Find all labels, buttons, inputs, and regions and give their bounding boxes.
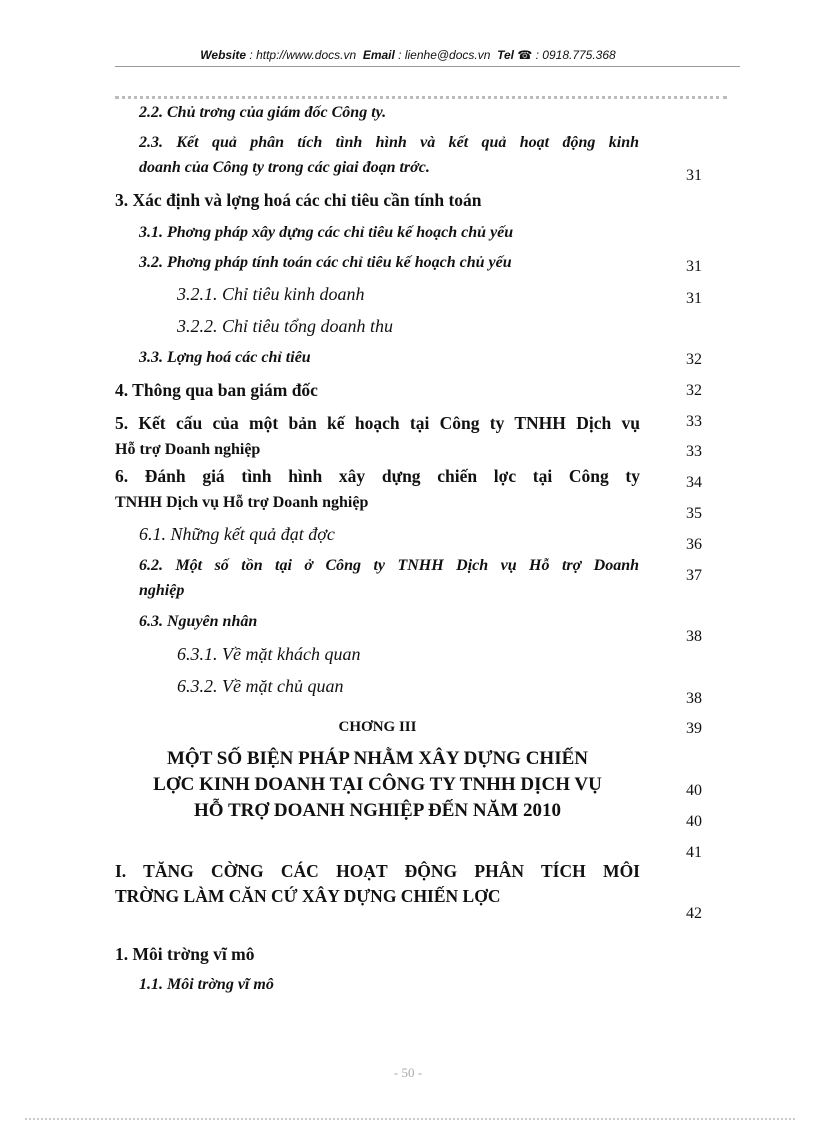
page-number: 33 <box>686 413 702 430</box>
toc-entry: TNHH Dịch vụ Hỗ trợ Doanh nghiệp <box>115 494 369 511</box>
toc-entry: 6.3.2. Về mặt chủ quan <box>177 676 344 696</box>
section-heading: TRỜNG LÀM CĂN CỨ XÂY DỰNG CHIẾN LỢC <box>115 886 501 906</box>
chapter-title-line: MỘT SỐ BIỆN PHÁP NHẰM XÂY DỰNG CHIẾN <box>166 748 588 769</box>
dotted-divider <box>115 96 727 99</box>
page-number: 38 <box>686 628 702 645</box>
page-number: 40 <box>686 782 702 799</box>
page-header <box>0 48 816 62</box>
toc-entry: 6.3.1. Về mặt khách quan <box>177 644 361 664</box>
email-label: Email <box>362 48 395 62</box>
chapter-label: CHƠNG III <box>338 719 417 735</box>
page-number: 34 <box>686 474 702 491</box>
header-rule <box>115 66 740 67</box>
toc-entry: 3.2.1. Chỉ tiêu kinh doanh <box>177 284 365 304</box>
toc-entry: doanh của Công ty trong các giai đoạn trớc. <box>139 159 430 176</box>
phone-icon: ☎ <box>517 48 533 62</box>
toc-entry: 3. Xác định và lợng hoá các chỉ tiêu cần tính toán <box>115 190 482 210</box>
page-number: 31 <box>686 258 702 275</box>
page-number: 39 <box>686 720 702 737</box>
toc-entry: 1. Môi trờng vĩ mô <box>115 944 255 964</box>
toc-entry: 6.2. Một số tồn tại ở Công ty TNHH Dịch vụ Hỗ trợ Doanh <box>139 557 639 574</box>
toc-entry: 6. Đánh giá tình hình xây dựng chiến lợc tại Công ty <box>115 466 640 486</box>
toc-entry: 3.2. Phơng pháp tính toán các chỉ tiêu kế hoạch chủ yếu <box>139 254 512 271</box>
tel-value: : 0918.775.368 <box>535 48 616 62</box>
page-number: 32 <box>686 382 702 399</box>
chapter-title-line: HỖ TRỢ DOANH NGHIỆP ĐẾN NĂM 2010 <box>193 800 561 821</box>
toc-entry: 5. Kết cấu của một bản kế hoạch tại Công ty TNHH Dịch vụ <box>115 413 640 433</box>
email-value: : lienhe@docs.vn <box>398 48 491 62</box>
toc-entry: 2.2. Chủ trơng của giám đốc Công ty. <box>139 104 387 121</box>
page-number: 35 <box>686 505 702 522</box>
page-number: 33 <box>686 443 702 460</box>
section-heading: I. TĂNG CỜNG CÁC HOẠT ĐỘNG PHÂN TÍCH MÔI <box>115 861 640 881</box>
toc-entry: Hỗ trợ Doanh nghiệp <box>115 441 261 458</box>
page-number: 31 <box>686 167 702 184</box>
page-number: 41 <box>686 844 702 861</box>
toc-entry: 3.1. Phơng pháp xây dựng các chỉ tiêu kế hoạch chủ yếu <box>139 224 514 241</box>
toc-entry: nghiệp <box>139 582 185 599</box>
bottom-dotted-rule <box>25 1118 795 1120</box>
page-footer-number: - 50 - <box>393 1065 423 1080</box>
page-number: 42 <box>686 905 702 922</box>
toc-entry: 2.3. Kết quả phân tích tình hình và kết quả hoạt động kinh <box>139 134 639 151</box>
page-number: 38 <box>686 690 702 707</box>
page-number: 37 <box>686 567 702 584</box>
toc-entry: 3.2.2. Chỉ tiêu tổng doanh thu <box>177 316 393 336</box>
toc-entry: 6.1. Những kết quả đạt đợc <box>139 524 335 544</box>
toc-entry: 6.3. Nguyên nhân <box>139 613 258 630</box>
website-value: : http://www.docs.vn <box>249 48 357 62</box>
toc-entry: 3.3. Lợng hoá các chỉ tiêu <box>139 349 311 366</box>
page-number: 32 <box>686 351 702 368</box>
page-number: 31 <box>686 290 702 307</box>
toc-entry: 1.1. Môi trờng vĩ mô <box>139 976 274 993</box>
page-number: 36 <box>686 536 702 553</box>
chapter-title-line: LỢC KINH DOANH TẠI CÔNG TY TNHH DỊCH VỤ <box>153 774 602 795</box>
page-number: 40 <box>686 813 702 830</box>
tel-label: Tel <box>497 48 514 62</box>
website-label: Website <box>200 48 247 62</box>
toc-entry: 4. Thông qua ban giám đốc <box>115 380 318 400</box>
